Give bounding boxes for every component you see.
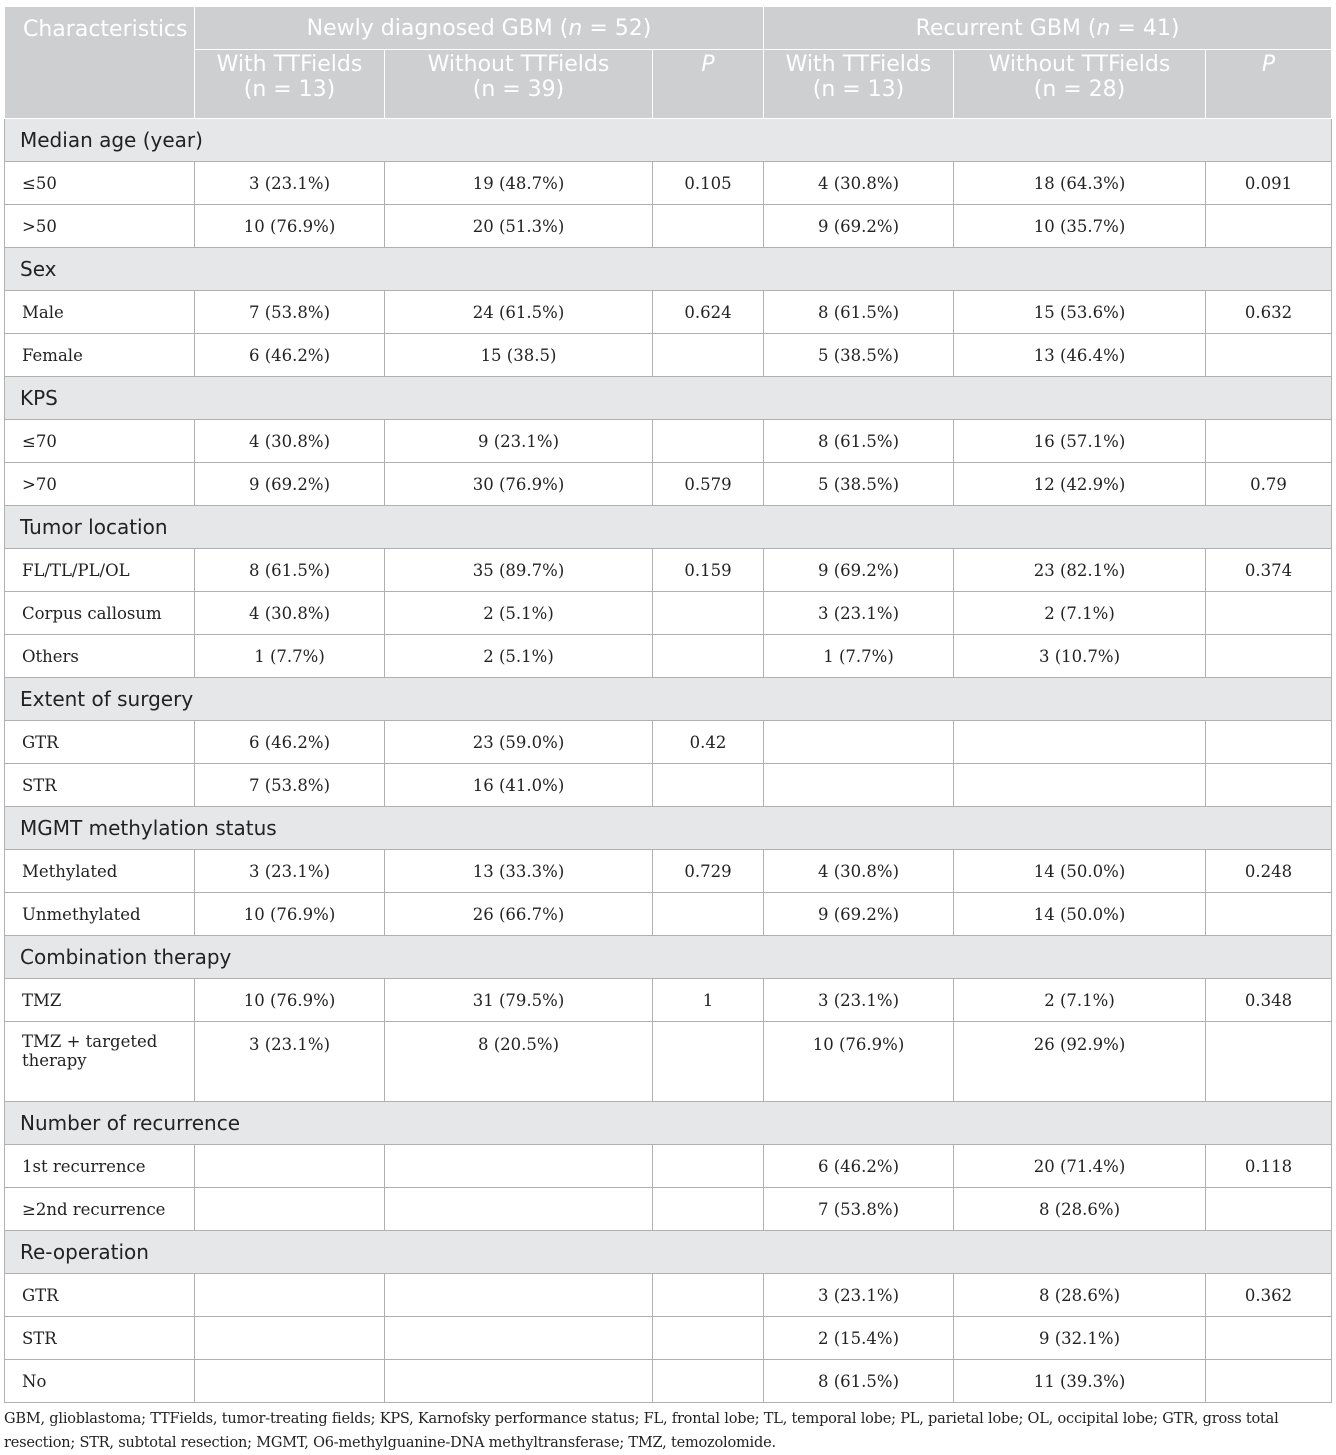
table-cell: 4 (30.8%) bbox=[195, 420, 385, 463]
section-title: Combination therapy bbox=[5, 936, 1332, 979]
table-cell bbox=[195, 1360, 385, 1403]
table-cell: 7 (53.8%) bbox=[764, 1188, 954, 1231]
section-row bbox=[5, 377, 1332, 420]
table-cell: 18 (64.3%) bbox=[954, 162, 1206, 205]
table-cell: 5 (38.5%) bbox=[764, 334, 954, 377]
table-cell: 8 (28.6%) bbox=[954, 1274, 1206, 1317]
table-cell: 4 (30.8%) bbox=[764, 850, 954, 893]
section-row bbox=[5, 807, 1332, 850]
table-cell: 26 (66.7%) bbox=[385, 893, 653, 936]
table-cell: 3 (23.1%) bbox=[195, 1022, 385, 1102]
table-cell bbox=[1206, 1188, 1332, 1231]
table-cell bbox=[1206, 592, 1332, 635]
table-row bbox=[5, 463, 1332, 506]
table-cell: 0.729 bbox=[653, 850, 764, 893]
table-cell: 10 (35.7%) bbox=[954, 205, 1206, 248]
table-cell: 3 (23.1%) bbox=[764, 979, 954, 1022]
header-p-newly: P bbox=[653, 50, 764, 119]
table-cell: 0.105 bbox=[653, 162, 764, 205]
table-cell: 0.79 bbox=[1206, 463, 1332, 506]
table-cell: 3 (23.1%) bbox=[195, 850, 385, 893]
table-cell bbox=[1206, 205, 1332, 248]
table-cell bbox=[764, 764, 954, 807]
table-cell: 8 (61.5%) bbox=[764, 291, 954, 334]
table-cell: 9 (69.2%) bbox=[764, 893, 954, 936]
table-cell bbox=[385, 1145, 653, 1188]
row-label: STR bbox=[5, 1317, 195, 1360]
table-row bbox=[5, 1317, 1332, 1360]
table-cell: 15 (53.6%) bbox=[954, 291, 1206, 334]
table-cell bbox=[385, 1360, 653, 1403]
row-label: >50 bbox=[5, 205, 195, 248]
table-cell bbox=[195, 1317, 385, 1360]
table-container bbox=[4, 6, 1331, 1455]
row-label: Male bbox=[5, 291, 195, 334]
section-row bbox=[5, 1102, 1332, 1145]
row-label: >70 bbox=[5, 463, 195, 506]
table-cell bbox=[653, 205, 764, 248]
table-row bbox=[5, 162, 1332, 205]
table-cell: 5 (38.5%) bbox=[764, 463, 954, 506]
table-cell: 4 (30.8%) bbox=[764, 162, 954, 205]
table-cell: 2 (5.1%) bbox=[385, 592, 653, 635]
table-cell: 1 (7.7%) bbox=[195, 635, 385, 678]
section-title: Extent of surgery bbox=[5, 678, 1332, 721]
table-cell bbox=[653, 635, 764, 678]
table-row bbox=[5, 291, 1332, 334]
table-row bbox=[5, 1188, 1332, 1231]
characteristics-table bbox=[4, 6, 1332, 1403]
table-cell: 9 (69.2%) bbox=[195, 463, 385, 506]
row-label: FL/TL/PL/OL bbox=[5, 549, 195, 592]
table-cell: 7 (53.8%) bbox=[195, 764, 385, 807]
table-cell: 0.624 bbox=[653, 291, 764, 334]
table-cell: 13 (33.3%) bbox=[385, 850, 653, 893]
header-without-ttfields-newly: Without TTFields (n = 39) bbox=[385, 50, 653, 119]
table-cell bbox=[653, 1274, 764, 1317]
table-cell: 0.248 bbox=[1206, 850, 1332, 893]
section-title: Tumor location bbox=[5, 506, 1332, 549]
row-label: Others bbox=[5, 635, 195, 678]
table-cell: 9 (69.2%) bbox=[764, 549, 954, 592]
table-cell bbox=[195, 1145, 385, 1188]
table-cell bbox=[1206, 721, 1332, 764]
row-label: ≥2nd recurrence bbox=[5, 1188, 195, 1231]
table-cell: 31 (79.5%) bbox=[385, 979, 653, 1022]
table-cell: 16 (57.1%) bbox=[954, 420, 1206, 463]
section-title: Median age (year) bbox=[5, 119, 1332, 162]
table-cell bbox=[1206, 334, 1332, 377]
table-cell: 8 (61.5%) bbox=[764, 1360, 954, 1403]
table-cell: 2 (7.1%) bbox=[954, 979, 1206, 1022]
table-row bbox=[5, 721, 1332, 764]
table-cell bbox=[195, 1274, 385, 1317]
table-row bbox=[5, 1022, 1332, 1102]
table-cell: 0.348 bbox=[1206, 979, 1332, 1022]
section-row bbox=[5, 1231, 1332, 1274]
table-cell: 6 (46.2%) bbox=[195, 721, 385, 764]
table-body bbox=[5, 119, 1332, 1403]
section-title: Sex bbox=[5, 248, 1332, 291]
row-label: STR bbox=[5, 764, 195, 807]
row-label: Methylated bbox=[5, 850, 195, 893]
section-title: Number of recurrence bbox=[5, 1102, 1332, 1145]
row-label: TMZ bbox=[5, 979, 195, 1022]
table-cell: 19 (48.7%) bbox=[385, 162, 653, 205]
table-cell: 16 (41.0%) bbox=[385, 764, 653, 807]
table-cell: 9 (32.1%) bbox=[954, 1317, 1206, 1360]
header-p-recurrent: P bbox=[1206, 50, 1332, 119]
table-cell: 20 (51.3%) bbox=[385, 205, 653, 248]
section-row bbox=[5, 119, 1332, 162]
row-label: Female bbox=[5, 334, 195, 377]
table-cell: 8 (28.6%) bbox=[954, 1188, 1206, 1231]
table-cell: 6 (46.2%) bbox=[195, 334, 385, 377]
row-label: GTR bbox=[5, 721, 195, 764]
table-cell bbox=[653, 1145, 764, 1188]
table-cell: 14 (50.0%) bbox=[954, 850, 1206, 893]
section-title: MGMT methylation status bbox=[5, 807, 1332, 850]
table-cell: 14 (50.0%) bbox=[954, 893, 1206, 936]
table-cell: 11 (39.3%) bbox=[954, 1360, 1206, 1403]
table-cell: 3 (23.1%) bbox=[764, 1274, 954, 1317]
table-row bbox=[5, 850, 1332, 893]
table-cell: 4 (30.8%) bbox=[195, 592, 385, 635]
table-row bbox=[5, 764, 1332, 807]
table-cell: 23 (59.0%) bbox=[385, 721, 653, 764]
table-cell bbox=[385, 1188, 653, 1231]
table-cell bbox=[954, 721, 1206, 764]
row-label: TMZ + targeted therapy bbox=[5, 1022, 195, 1102]
table-row bbox=[5, 979, 1332, 1022]
table-cell: 35 (89.7%) bbox=[385, 549, 653, 592]
row-label: 1st recurrence bbox=[5, 1145, 195, 1188]
table-cell: 9 (23.1%) bbox=[385, 420, 653, 463]
header-without-ttfields-recurrent: Without TTFields (n = 28) bbox=[954, 50, 1206, 119]
table-row bbox=[5, 549, 1332, 592]
table-cell: 7 (53.8%) bbox=[195, 291, 385, 334]
row-label: No bbox=[5, 1360, 195, 1403]
table-cell bbox=[1206, 1360, 1332, 1403]
table-row bbox=[5, 420, 1332, 463]
table-cell: 23 (82.1%) bbox=[954, 549, 1206, 592]
section-row bbox=[5, 248, 1332, 291]
table-cell bbox=[1206, 635, 1332, 678]
table-cell bbox=[653, 334, 764, 377]
table-cell: 8 (61.5%) bbox=[195, 549, 385, 592]
table-cell: 20 (71.4%) bbox=[954, 1145, 1206, 1188]
table-cell: 3 (10.7%) bbox=[954, 635, 1206, 678]
table-cell: 0.091 bbox=[1206, 162, 1332, 205]
table-row bbox=[5, 635, 1332, 678]
footnote: GBM, glioblastoma; TTFields, tumor-treating fields; KPS, Karnofsky performance status; FL, frontal lobe; TL, temporal lobe; PL, parietal lobe; OL, occipital lobe; GTR, gross total resection; STR, subtotal resection; MGMT, O6-methylguanine-DNA methyltransferase; TMZ, temozolomide. bbox=[4, 1411, 1279, 1451]
table-cell bbox=[385, 1317, 653, 1360]
table-cell: 3 (23.1%) bbox=[764, 592, 954, 635]
table-cell bbox=[954, 764, 1206, 807]
table-cell bbox=[653, 1188, 764, 1231]
table-cell: 8 (20.5%) bbox=[385, 1022, 653, 1102]
table-cell bbox=[653, 1022, 764, 1102]
table-cell: 0.374 bbox=[1206, 549, 1332, 592]
table-cell: 13 (46.4%) bbox=[954, 334, 1206, 377]
table-row bbox=[5, 1360, 1332, 1403]
table-cell bbox=[653, 764, 764, 807]
table-cell bbox=[1206, 764, 1332, 807]
table-cell: 10 (76.9%) bbox=[195, 205, 385, 248]
table-cell bbox=[653, 420, 764, 463]
section-row bbox=[5, 506, 1332, 549]
table-cell: 10 (76.9%) bbox=[195, 979, 385, 1022]
table-cell: 26 (92.9%) bbox=[954, 1022, 1206, 1102]
header-with-ttfields-newly: With TTFields (n = 13) bbox=[195, 50, 385, 119]
table-cell: 2 (7.1%) bbox=[954, 592, 1206, 635]
header-with-ttfields-recurrent: With TTFields (n = 13) bbox=[764, 50, 954, 119]
table-cell: 6 (46.2%) bbox=[764, 1145, 954, 1188]
table-cell bbox=[764, 721, 954, 764]
table-cell bbox=[1206, 1317, 1332, 1360]
table-cell bbox=[653, 1360, 764, 1403]
table-cell bbox=[1206, 420, 1332, 463]
table-cell bbox=[195, 1188, 385, 1231]
table-row bbox=[5, 334, 1332, 377]
header-recurrent: Recurrent GBM (n = 41) bbox=[764, 7, 1332, 50]
table-cell: 10 (76.9%) bbox=[764, 1022, 954, 1102]
table-cell: 1 (7.7%) bbox=[764, 635, 954, 678]
table-cell bbox=[653, 1317, 764, 1360]
table-cell: 0.579 bbox=[653, 463, 764, 506]
header-newly-diagnosed: Newly diagnosed GBM (n = 52) bbox=[195, 7, 764, 50]
table-cell: 10 (76.9%) bbox=[195, 893, 385, 936]
section-row bbox=[5, 936, 1332, 979]
table-cell: 0.362 bbox=[1206, 1274, 1332, 1317]
table-cell bbox=[653, 592, 764, 635]
table-cell: 1 bbox=[653, 979, 764, 1022]
table-cell: 15 (38.5) bbox=[385, 334, 653, 377]
table-cell bbox=[1206, 1022, 1332, 1102]
table-cell: 9 (69.2%) bbox=[764, 205, 954, 248]
table-cell: 2 (5.1%) bbox=[385, 635, 653, 678]
row-label: Corpus callosum bbox=[5, 592, 195, 635]
section-row bbox=[5, 678, 1332, 721]
row-label: ≤70 bbox=[5, 420, 195, 463]
table-cell: 2 (15.4%) bbox=[764, 1317, 954, 1360]
section-title: KPS bbox=[5, 377, 1332, 420]
table-cell: 12 (42.9%) bbox=[954, 463, 1206, 506]
table-cell bbox=[653, 893, 764, 936]
table-cell: 0.42 bbox=[653, 721, 764, 764]
row-label: GTR bbox=[5, 1274, 195, 1317]
table-cell: 0.159 bbox=[653, 549, 764, 592]
table-cell bbox=[1206, 893, 1332, 936]
section-title: Re-operation bbox=[5, 1231, 1332, 1274]
table-cell bbox=[385, 1274, 653, 1317]
table-row bbox=[5, 1145, 1332, 1188]
table-cell: 3 (23.1%) bbox=[195, 162, 385, 205]
table-row bbox=[5, 592, 1332, 635]
row-label: ≤50 bbox=[5, 162, 195, 205]
row-label: Unmethylated bbox=[5, 893, 195, 936]
table-cell: 8 (61.5%) bbox=[764, 420, 954, 463]
table-cell: 0.118 bbox=[1206, 1145, 1332, 1188]
table-row bbox=[5, 1274, 1332, 1317]
table-cell: 0.632 bbox=[1206, 291, 1332, 334]
table-row bbox=[5, 205, 1332, 248]
header-characteristics: Characteristics bbox=[5, 7, 195, 119]
table-row bbox=[5, 893, 1332, 936]
table-cell: 24 (61.5%) bbox=[385, 291, 653, 334]
table-cell: 30 (76.9%) bbox=[385, 463, 653, 506]
